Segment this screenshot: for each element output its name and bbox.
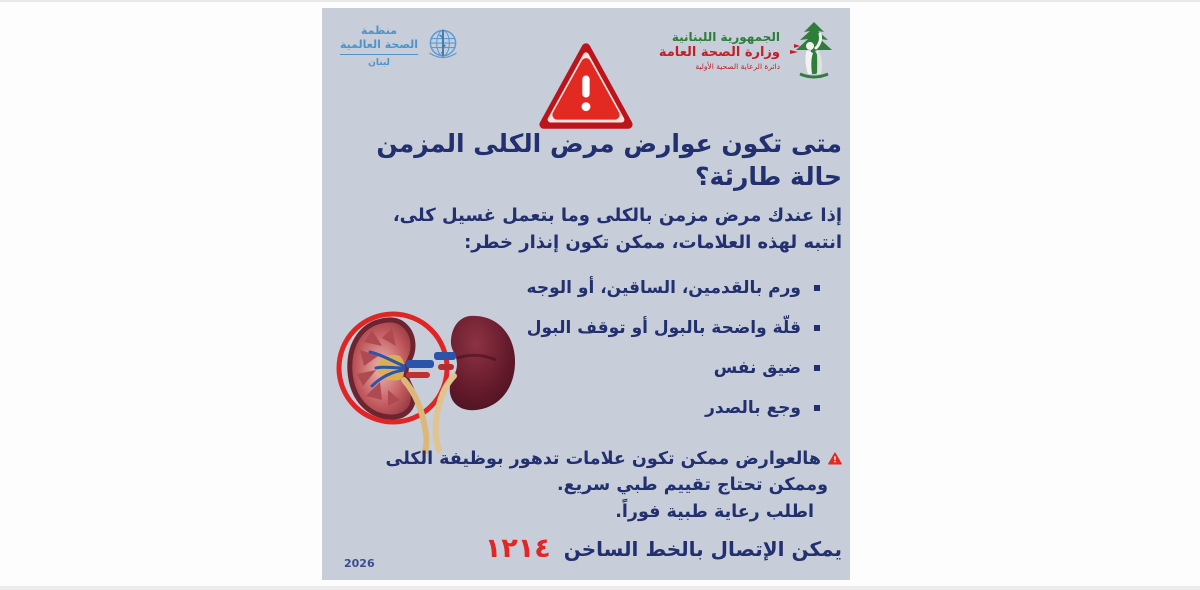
who-name-line1: منظمة bbox=[361, 24, 398, 37]
year-label: 2026 bbox=[344, 557, 375, 570]
symptom-item bbox=[527, 317, 820, 340]
infographic-card bbox=[322, 8, 850, 580]
title-line2: حالة طارئة؟ bbox=[694, 162, 842, 191]
symptom-text: ورم بالقدمين، الساقين، أو الوجه bbox=[526, 278, 801, 298]
intro-line2: انتبه لهذه العلامات، ممكن تكون إنذار خطر: bbox=[464, 232, 842, 253]
warning-line1 bbox=[337, 446, 842, 472]
hotline-number: ١٢١٤ bbox=[484, 533, 551, 564]
moph-department-label: دائرة الرعاية الصحية الأولية bbox=[695, 62, 780, 72]
who-emblem-icon bbox=[425, 26, 461, 62]
hotline-row bbox=[337, 535, 842, 562]
symptom-text: ضيق نفس bbox=[713, 357, 801, 378]
kidney-illustration bbox=[330, 294, 530, 454]
symptom-item bbox=[527, 277, 820, 300]
warning-triangle-icon bbox=[538, 42, 634, 132]
title-line1: متى تكون عوارض مرض الكلى المزمن bbox=[376, 129, 842, 158]
symptom-item bbox=[527, 357, 820, 380]
who-country-label: لبنان bbox=[368, 57, 390, 68]
small-warning-triangle-icon bbox=[828, 452, 842, 465]
who-logo bbox=[340, 24, 461, 69]
intro-text bbox=[337, 202, 842, 256]
page-top-border bbox=[0, 0, 1200, 2]
hotline-label: يمكن الإتصال بالخط الساخن bbox=[563, 536, 842, 561]
warning-note bbox=[337, 446, 842, 525]
page-bottom-border bbox=[0, 586, 1200, 590]
moph-logo bbox=[659, 20, 842, 82]
symptom-list bbox=[527, 277, 820, 437]
moph-republic-label: الجمهورية اللبنانية bbox=[671, 29, 780, 44]
symptom-text: وجع بالصدر bbox=[705, 397, 801, 418]
who-name-line2: الصحة العالمية bbox=[340, 38, 418, 55]
bullet-square-icon bbox=[814, 405, 820, 411]
warning-line3-text: اطلب رعاية طبية فوراً. bbox=[615, 501, 814, 522]
symptom-text: قلّة واضحة بالبول أو توقف البول bbox=[526, 317, 801, 338]
intro-line1: إذا عندك مرض مزمن بالكلى وما بتعمل غسيل كلى، bbox=[392, 205, 842, 226]
cedar-emblem-icon bbox=[786, 20, 842, 82]
moph-logo-text bbox=[659, 30, 780, 72]
bullet-square-icon bbox=[814, 365, 820, 371]
warning-line2-text: وممكن تحتاج تقييم طبي سريع. bbox=[556, 475, 828, 496]
page-title bbox=[337, 127, 842, 193]
bullet-square-icon bbox=[814, 325, 820, 331]
bullet-square-icon bbox=[814, 285, 820, 291]
symptom-item bbox=[527, 397, 820, 420]
warning-line1-text: هالعوارض ممكن تكون علامات تدهور بوظيفة الكلى bbox=[385, 449, 821, 469]
moph-ministry-label: وزارة الصحة العامة bbox=[658, 45, 780, 61]
who-logo-text bbox=[340, 24, 418, 69]
